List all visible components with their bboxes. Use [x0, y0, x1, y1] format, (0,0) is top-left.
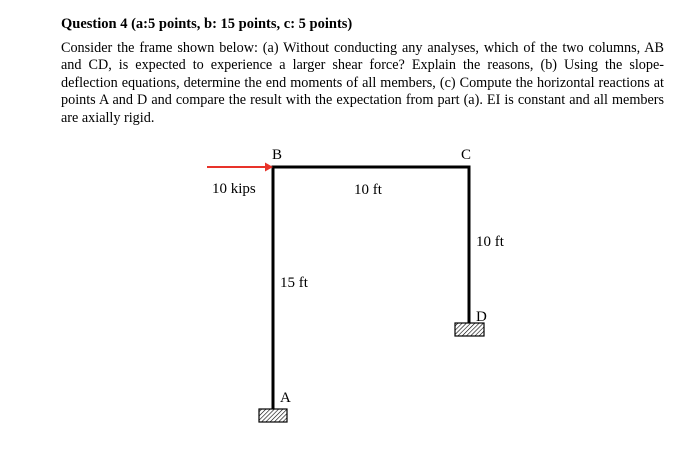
question-title: Question 4 (a:5 points, b: 15 points, c: 5 points)	[61, 16, 353, 32]
node-label-c: C	[461, 147, 472, 163]
column-cd-length-label: 10 ft	[476, 234, 504, 250]
node-label-d: D	[476, 309, 487, 325]
node-label-b: B	[272, 147, 283, 163]
question-body: Consider the frame shown below: (a) Without conducting any analyses, which of the two columns, AB and CD, is expected to experience a larger shear force? Explain the reasons, (b) Using the slope-deflection equations, determine the end moments of all members, (c) Compute the horizontal reactions at points A and D and compare the result with the expectation from part (a). EI is constant and all members are axially rigid.	[61, 40, 664, 126]
fixed-support-a	[259, 409, 287, 422]
load-arrow	[207, 163, 273, 172]
load-label: 10 kips	[212, 181, 256, 197]
node-label-a: A	[280, 390, 291, 406]
column-ab-length-label: 15 ft	[280, 275, 308, 291]
beam-length-label: 10 ft	[354, 182, 382, 198]
